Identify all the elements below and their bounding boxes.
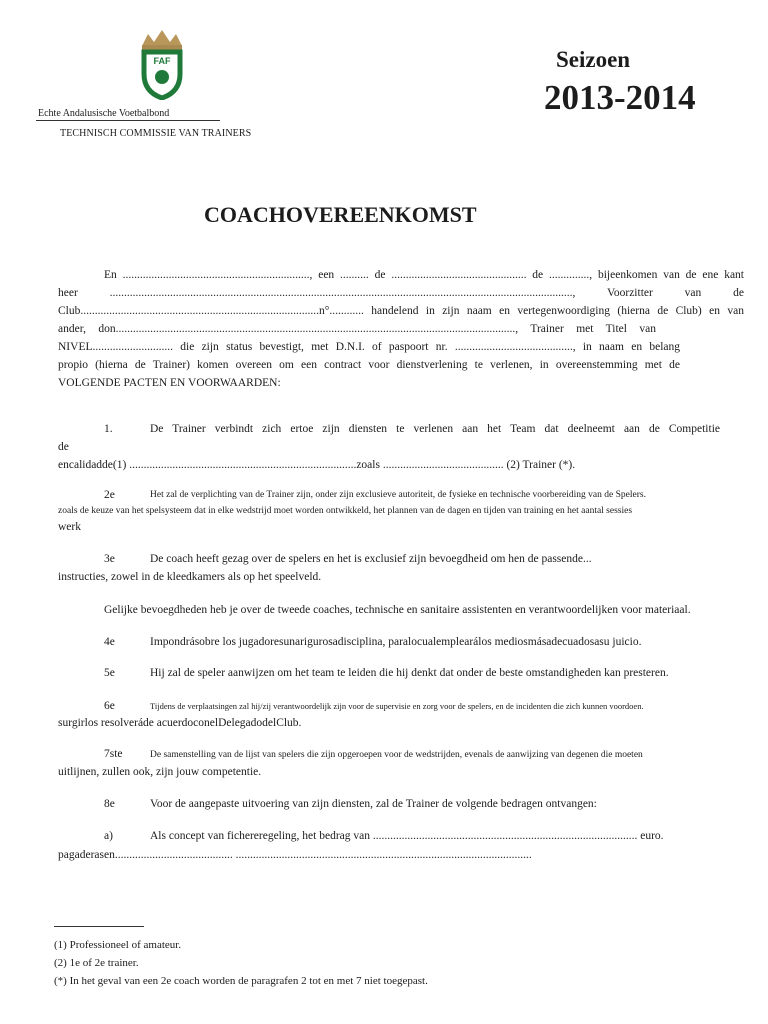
clause-text: werk: [58, 521, 81, 533]
footnote: (1) Professioneel of amateur.: [54, 939, 182, 951]
clause-text: surgirlos resolveráde acuerdoconelDelegadodelClub.: [58, 717, 302, 729]
intro-line: ander, don..........................................................................................................................................., Trainer met Titel van: [58, 323, 656, 335]
clause-number: 6e: [104, 700, 115, 712]
clause-text: encalidadde(1) ...............................................................................zoals .......................................... (2) Trainer (*).: [58, 459, 576, 471]
clause-text: Voor de aangepaste uitvoering van zijn diensten, zal de Trainer de volgende bedragen ontvangen:: [150, 798, 597, 810]
clause-number: 5e: [104, 667, 115, 679]
footnote: (2) 1e of 2e trainer.: [54, 957, 139, 969]
clause-text: instructies, zowel in de kleedkamers als op het speelveld.: [58, 571, 322, 583]
clause-number: 3e: [104, 553, 115, 565]
clause-text: Gelijke bevoegdheden heb je over de tweede coaches, technische en sanitaire assistenten en verantwoordelijken voor materiaal.: [104, 604, 691, 616]
footnote: (*) In het geval van een 2e coach worden de paragrafen 2 tot en met 7 niet toegepast.: [54, 975, 428, 987]
intro-line: VOLGENDE PACTEN EN VOORWAARDEN:: [58, 377, 281, 389]
clause-text: De samenstelling van de lijst van spelers die zijn opgeroepen voor de wedstrijden, evenals de aanwijzing van degenen die moeten: [150, 750, 643, 760]
clause-text: zoals de keuze van het spelsysteem dat in elke wedstrijd moet worden ontwikkeld, het plannen van de dagen en tijden van training en het aantal sessies: [58, 506, 633, 516]
intro-line: En ................................................................., een .......... de ............................................... de .............., bijeenkomen van de ene kant: [104, 269, 744, 281]
footnote-divider: [54, 926, 144, 927]
season-years: 2013-2014: [544, 78, 696, 117]
org-name: Echte Andalusische Voetbalbond: [38, 108, 170, 119]
clause-text: Hij zal de speler aanwijzen om het team te leiden die hij denkt dat onder de beste omstandigheden kan presteren.: [150, 667, 669, 679]
intro-line: Club...................................................................................n°............ handelend in zijn naam en vertegenwoordiging (hierna de Club) en van: [58, 305, 744, 317]
clause-text: de: [58, 441, 69, 453]
clause-number: 7ste: [104, 748, 123, 760]
logo-text: FAF: [153, 56, 171, 66]
clause-text: Als concept van fichereregeling, het bedrag van ............................................................................................ euro.: [150, 830, 664, 842]
clause-text: Impondrásobre los jugadoresunarigurosadisciplina, paralocualemplearálos mediosmásadecuadosasu juicio.: [150, 636, 642, 648]
clause-number: 4e: [104, 636, 115, 648]
clause-text: De coach heeft gezag over de spelers en het is exclusief zijn bevoegdheid om hen de passende...: [150, 553, 592, 565]
clause-text: De Trainer verbindt zich ertoe zijn diensten te verlenen aan het Team dat deelneemt aan de Competitie: [150, 423, 720, 435]
clause-text: uitlijnen, zullen ook, zijn jouw competentie.: [58, 766, 262, 778]
document-title: COACHOVEREENKOMST: [204, 202, 477, 227]
clause-number: 2e: [104, 489, 115, 501]
commission-name: TECHNISCH COMMISSIE VAN TRAINERS: [60, 128, 252, 139]
intro-line: NIVEL............................ die zijn status bevestigt, met D.N.I. of paspoort nr. ........................................., in naam en belang: [58, 341, 680, 353]
clause-number: 8e: [104, 798, 115, 810]
clause-text: Tijdens de verplaatsingen zal hij/zij verantwoordelijk zijn voor de supervisie en zorg voor de spelers, en de incidenten die zich kunnen voordoen.: [150, 701, 644, 711]
divider: [36, 120, 220, 121]
clause-number: a): [104, 830, 113, 842]
federation-logo: [136, 28, 188, 100]
clause-text: pagaderasen......................................... .......................................................................................................: [58, 849, 532, 861]
clause-text: Het zal de verplichting van de Trainer zijn, onder zijn exclusieve autoriteit, de fysieke en technische voorbereiding van de Spelers.: [150, 490, 646, 500]
intro-line: heer ................................................................................................................................................................., Voorzitter van de: [58, 287, 744, 299]
season-label: Seizoen: [556, 47, 631, 72]
clause-number: 1.: [104, 423, 113, 435]
intro-line: propio (hierna de Trainer) komen overeen om een contract voor dienstverlening te verlenen, in overeenstemming met de: [58, 359, 680, 371]
